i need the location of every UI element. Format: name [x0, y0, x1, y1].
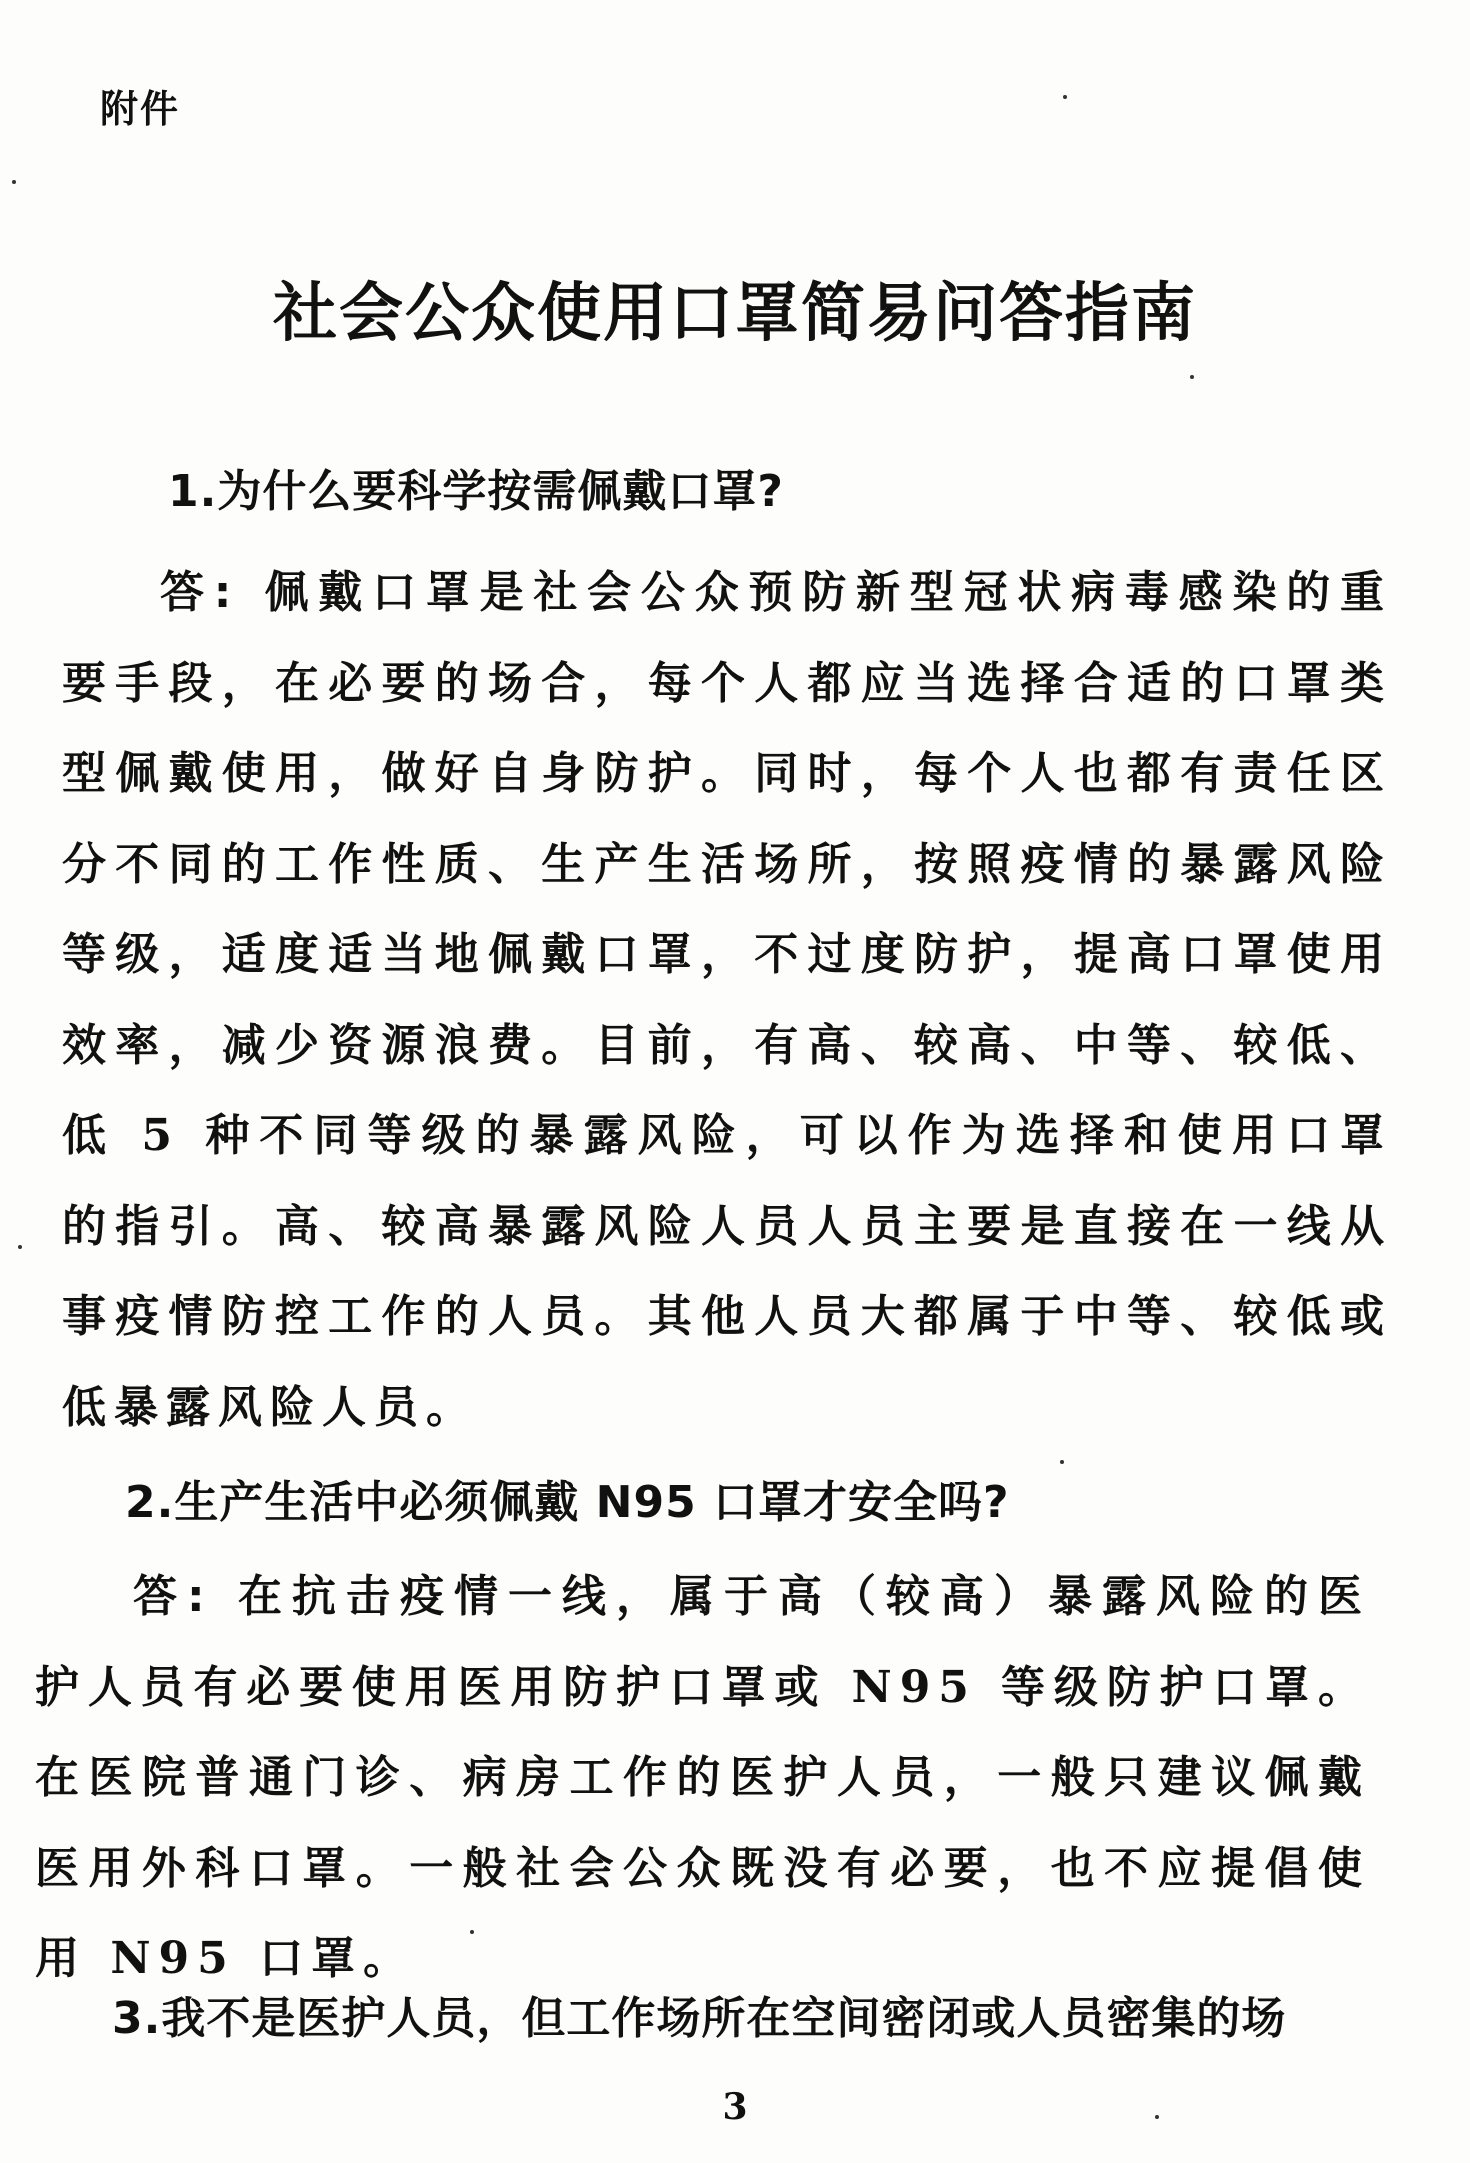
- attachment-label: 附件: [100, 87, 181, 131]
- scan-speck: [1060, 1460, 1064, 1464]
- scan-speck: [12, 180, 16, 184]
- question-1: 1.为什么要科学按需佩戴口罩?: [168, 466, 784, 517]
- document-title: 社会公众使用口罩简易问答指南: [273, 277, 1197, 351]
- scan-speck: [18, 1245, 22, 1249]
- question-2: 2.生产生活中必须佩戴 N95 口罩才安全吗?: [125, 1477, 1010, 1528]
- scan-speck: [1063, 95, 1067, 99]
- page-number: 3: [722, 2086, 748, 2128]
- answer-2-label: 答:: [133, 1571, 213, 1622]
- scan-speck: [1155, 2115, 1159, 2119]
- question-3: 3.我不是医护人员，但工作场所在空间密闭或人员密集的场: [112, 1993, 1287, 2044]
- answer-2: [35, 1552, 1370, 2005]
- scan-speck: [1190, 375, 1194, 379]
- answer-1-label: 答:: [160, 567, 240, 618]
- scan-speck: [470, 1930, 474, 1934]
- answer-2-text: 在抗击疫情一线，属于高（较高）暴露风险的医护人员有必要使用医用防护口罩或 N95 等级防护口罩。在医院普通门诊、病房工作的医护人员，一般只建议佩戴医用外科口罩。一般社会公众既没有必要，也不应提倡使用 N95 口罩。: [35, 1571, 1370, 1984]
- answer-1: [62, 548, 1392, 1453]
- answer-1-text: 佩戴口罩是社会公众预防新型冠状病毒感染的重要手段，在必要的场合，每个人都应当选择合适的口罩类型佩戴使用，做好自身防护。同时，每个人也都有责任区分不同的工作性质、生产生活场所，按照疫情的暴露风险等级，适度适当地佩戴口罩，不过度防护，提高口罩使用效率，减少资源浪费。目前，有高、较高、中等、较低、低 5 种不同等级的暴露风险，可以作为选择和使用口罩的指引。高、较高暴露风险人员人员主要是直接在一线从事疫情防控工作的人员。其他人员大都属于中等、较低或低暴露风险人员。: [62, 567, 1392, 1433]
